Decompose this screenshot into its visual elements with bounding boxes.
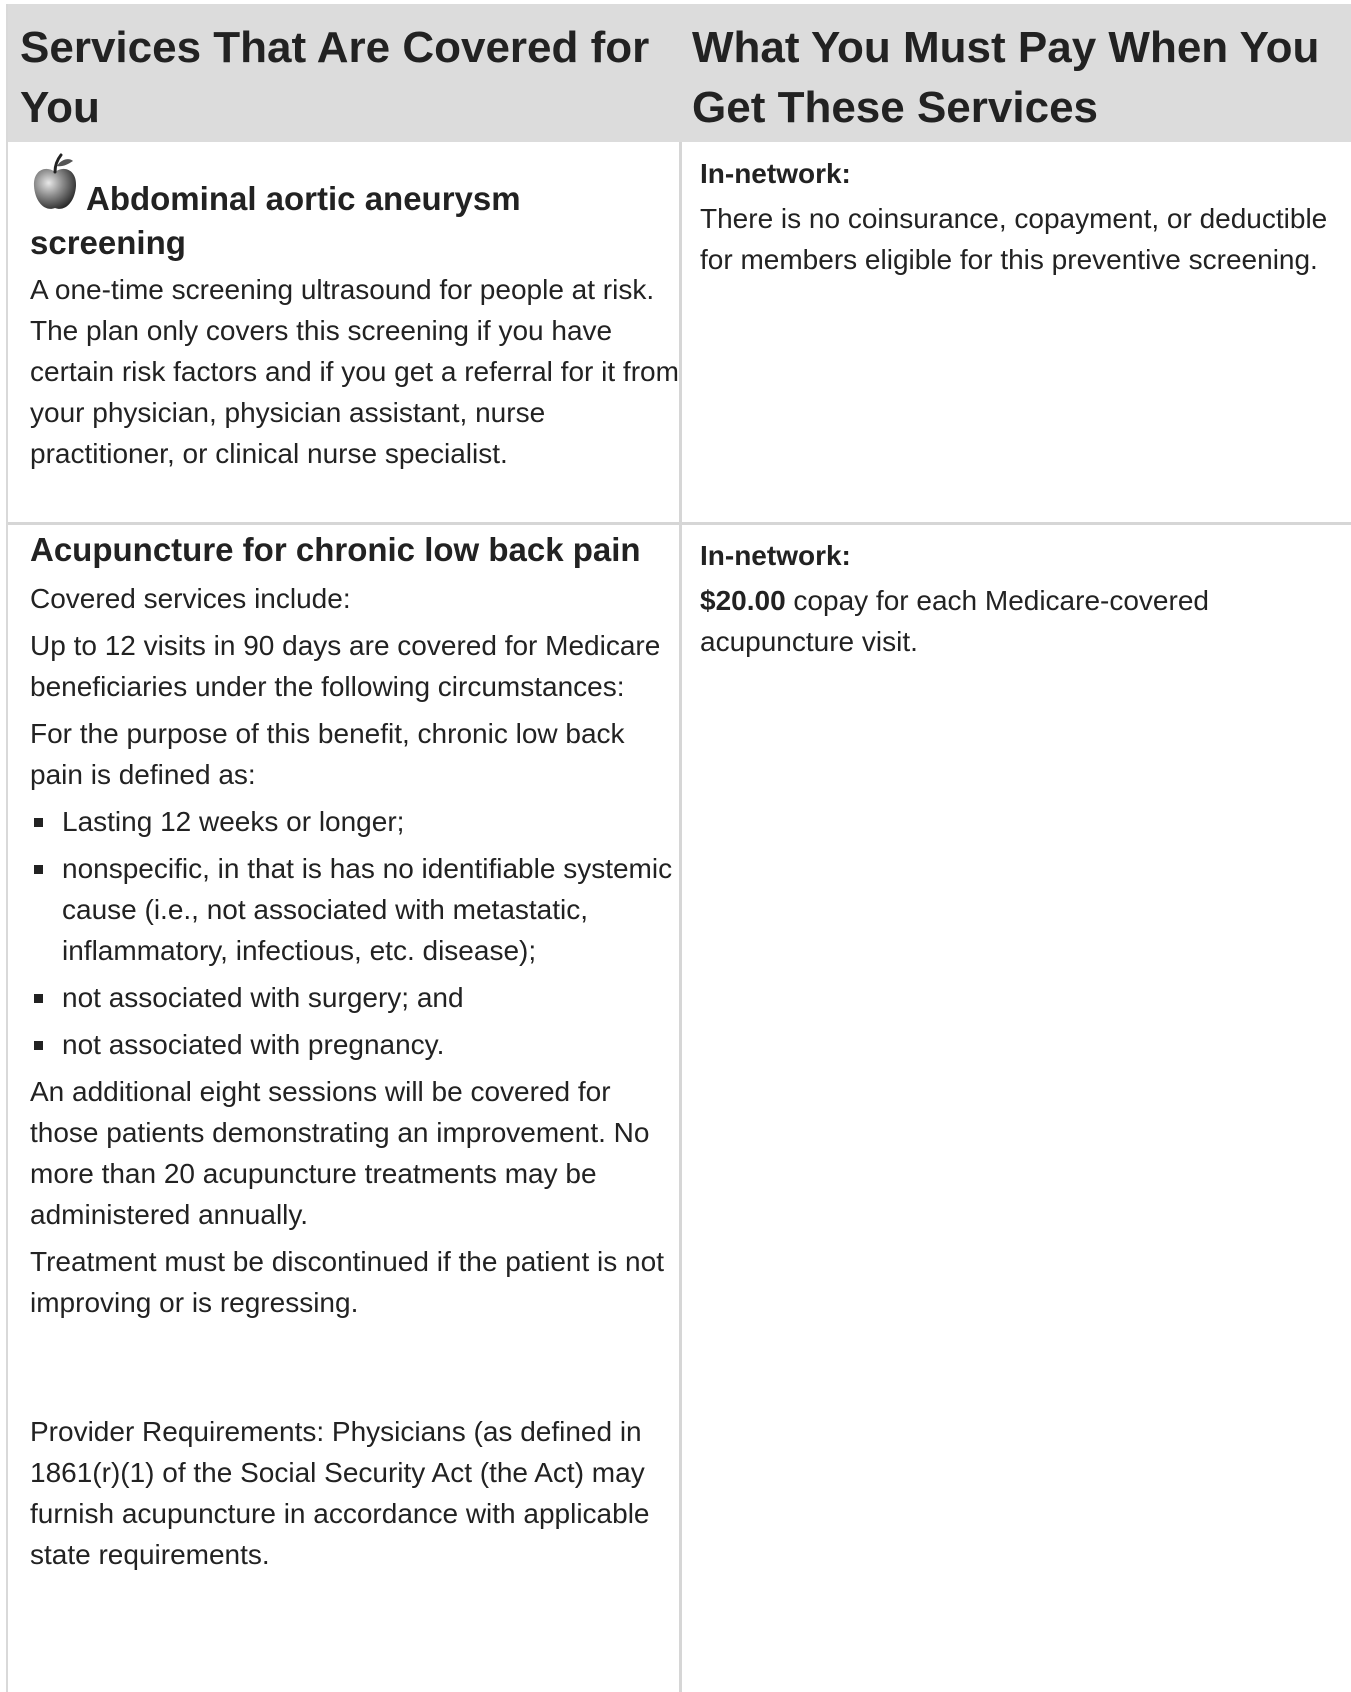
- row2-cost-line: [700, 580, 1340, 662]
- row1-cost-cell: [700, 154, 1340, 280]
- list-item: not associated with surgery; and: [30, 977, 680, 1018]
- table-header: [8, 4, 1351, 142]
- row1-cost-text: There is no coinsurance, copayment, or deductible for members eligible for this preventive screening.: [700, 203, 1328, 275]
- row1-title-line: [30, 152, 680, 265]
- row2-cost-text: copay for each Medicare-covered acupuncture visit.: [700, 585, 1209, 657]
- row2-service-cell: [30, 524, 680, 1575]
- header-what-you-pay: What You Must Pay When You Get These Services: [692, 23, 1320, 132]
- row2-visits: Up to 12 visits in 90 days are covered for Medicare beneficiaries under the following circumstances:: [30, 630, 661, 702]
- copay-amount: $20.00: [700, 585, 786, 616]
- apple-icon: [30, 152, 80, 214]
- row1-description: A one-time screening ultrasound for people at risk. The plan only covers this screening if you have certain risk factors and if you get a referral for it from your physician, physician assistant, nurse practitioner, or clinical nurse specialist.: [30, 274, 679, 469]
- row1-title: Abdominal aortic aneurysm screening: [30, 180, 521, 261]
- row2-definition: For the purpose of this benefit, chronic low back pain is defined as:: [30, 718, 625, 790]
- row1-cost-label: In-network:: [700, 158, 851, 189]
- row2-cost-label: In-network:: [700, 540, 851, 571]
- benefits-table: [6, 4, 1351, 1692]
- row2-provider: Provider Requirements: Physicians (as defined in 1861(r)(1) of the Social Security Act (the Act) may furnish acupuncture in accordance with applicable state requirements.: [30, 1416, 650, 1570]
- row2-title: Acupuncture for chronic low back pain: [30, 531, 641, 568]
- row2-additional: An additional eight sessions will be covered for those patients demonstrating an improvement. No more than 20 acupuncture treatments may be administered annually.: [30, 1076, 650, 1230]
- row2-cost-cell: [700, 536, 1340, 662]
- row2-discontinue: Treatment must be discontinued if the patient is not improving or is regressing.: [30, 1246, 664, 1318]
- criteria-list: [30, 801, 680, 1065]
- list-item: Lasting 12 weeks or longer;: [30, 801, 680, 842]
- header-services-covered: Services That Are Covered for You: [20, 23, 650, 132]
- spacer: [30, 1329, 680, 1411]
- row2-intro: Covered services include:: [30, 583, 351, 614]
- list-item: not associated with pregnancy.: [30, 1024, 680, 1065]
- row1-service-cell: [30, 152, 680, 478]
- list-item: nonspecific, in that is has no identifiable systemic cause (i.e., not associated with metastatic, inflammatory, infectious, etc. disease);: [30, 848, 680, 971]
